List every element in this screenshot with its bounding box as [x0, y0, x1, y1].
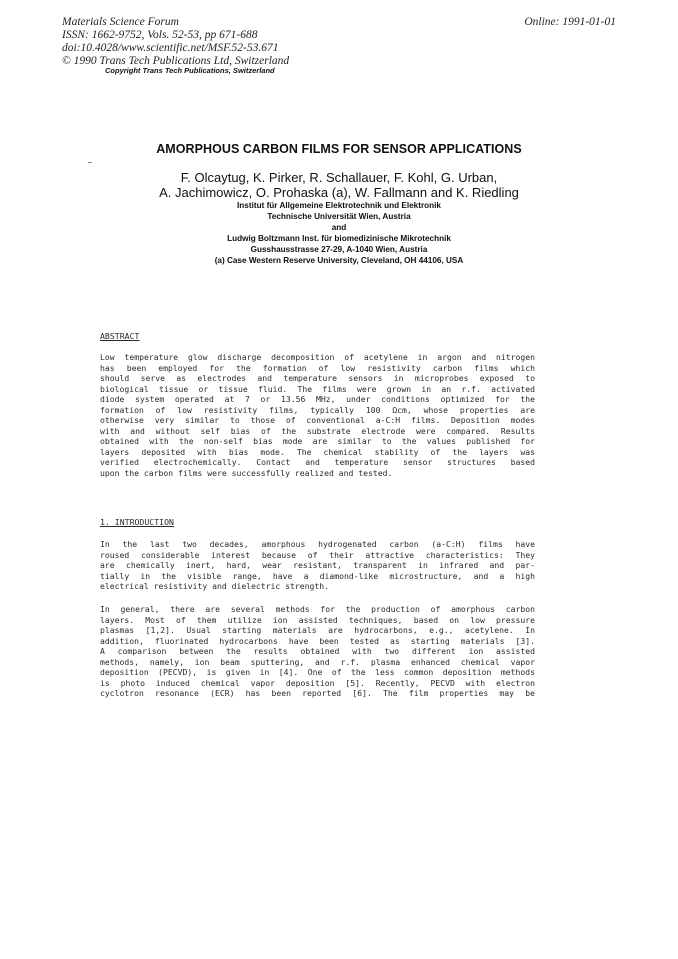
- online-date: Online: 1991-01-01: [524, 16, 616, 28]
- intro-line: addition, fluorinated hydrocarbons have been tested as starting materials [3].: [100, 635, 535, 646]
- abstract-line: Low temperature glow discharge decomposition of acetylene in argon and nitrogen: [100, 352, 535, 362]
- affiliation-line: Technische Universität Wien, Austria: [267, 212, 411, 221]
- affiliation-line: Ludwig Boltzmann Inst. für biomedizinische Mikrotechnik: [227, 234, 451, 243]
- abstract-line: biological tissue or tissue fluid. The films were grown in an r.f. activated: [100, 383, 535, 394]
- intro-line: are chemically inert, hard, wear resistant, transparent in infrared and par-: [100, 560, 535, 570]
- issn-line: ISSN: 1662-9752, Vols. 52-53, pp 671-688: [62, 29, 258, 41]
- abstract-line: obtained with the non-self bias mode are similar to the values published for: [100, 436, 535, 446]
- journal-name: Materials Science Forum: [62, 16, 179, 28]
- abstract-line: formation of low resistivity films, typically 100 Ωcm, whose properties are: [100, 404, 535, 415]
- intro-line: deposition (PECVD), is given in [4]. One of the less common deposition methods: [100, 667, 535, 677]
- doi-line: doi:10.4028/www.scientific.net/MSF.52-53.671: [62, 42, 279, 54]
- intro-line: cyclotron resonance (ECR) has been reported [6]. The film properties may be: [100, 688, 535, 698]
- abstract-line: has been employed for the formation of low resistivity carbon films which: [100, 362, 535, 373]
- intro-line: layers. Most of them utilize ion assisted techniques, based on low pressure: [100, 614, 535, 625]
- intro-line: In general, there are several methods for the production of amorphous carbon: [100, 604, 535, 614]
- abstract-line: layers deposited with bias mode. The chemical stability of the layers was: [100, 446, 535, 457]
- affiliation-line: Gusshausstrasse 27-29, A-1040 Wien, Austria: [250, 245, 428, 254]
- intro-line: tially in the visible range, have a diamond-like microstructure, and a high: [100, 570, 535, 581]
- affiliations: [0, 200, 678, 266]
- affiliation-line: and: [331, 223, 347, 232]
- intro-line: roused considerable interest because of their attractive characteristics: They: [100, 549, 535, 560]
- abstract-line: upon the carbon films were successfully realized and tested.: [100, 467, 393, 478]
- abstract-line: otherwise very similar to those of conventional a-C:H films. Deposition modes: [100, 415, 535, 425]
- intro-line: A comparison between the results obtained with two different ion assisted: [100, 646, 535, 656]
- author-line: A. Jachimowicz, O. Prohaska (a), W. Fallmann and K. Riedling: [159, 185, 519, 200]
- introduction-heading: 1. INTRODUCTION: [100, 517, 174, 527]
- author-line: F. Olcaytug, K. Pirker, R. Schallauer, F. Kohl, G. Urban,: [180, 170, 498, 185]
- intro-line: plasmas [1,2]. Usual starting materials are hydrocarbons, e.g., acetylene. In: [100, 625, 535, 635]
- author-list: [0, 170, 678, 200]
- affiliation-line: Institut für Allgemeine Elektrotechnik und Elektronik: [237, 201, 441, 210]
- abstract-line: should serve as electrodes and temperature sensors in microprobes exposed to: [100, 373, 535, 383]
- intro-line: In the last two decades, amorphous hydrogenated carbon (a-C:H) films have: [100, 539, 535, 549]
- abstract-line: verified electrochemically. Contact and temperature sensor structures based: [100, 457, 535, 467]
- publisher-line: © 1990 Trans Tech Publications Ltd, Switzerland: [62, 55, 290, 67]
- intro-line: electrical resistivity and dielectric strength.: [100, 581, 330, 591]
- intro-line: methods, namely, ion beam sputtering, and r.f. plasma enhanced chemical vapor: [100, 656, 535, 667]
- paper-title: AMORPHOUS CARBON FILMS FOR SENSOR APPLICATIONS: [156, 142, 522, 156]
- introduction-paragraph-1: [100, 539, 535, 592]
- abstract-heading: ABSTRACT: [100, 331, 140, 341]
- abstract-line: diode system operated at 7 or 13.56 MHz, under conditions optimized for the: [100, 394, 535, 404]
- affiliation-line: (a) Case Western Reserve University, Cleveland, OH 44106, USA: [214, 256, 464, 265]
- abstract-line: with and without self bias of the substrate electrode were compared. Results: [100, 425, 535, 436]
- journal-header: [62, 16, 289, 68]
- copyright-notice: Copyright Trans Tech Publications, Switzerland: [105, 66, 275, 75]
- margin-mark: [88, 162, 92, 163]
- abstract-body: [100, 352, 535, 478]
- introduction-paragraph-2: [100, 604, 535, 699]
- intro-line: is photo induced chemical vapor deposition [5]. Recently, PECVD with electron: [100, 677, 535, 688]
